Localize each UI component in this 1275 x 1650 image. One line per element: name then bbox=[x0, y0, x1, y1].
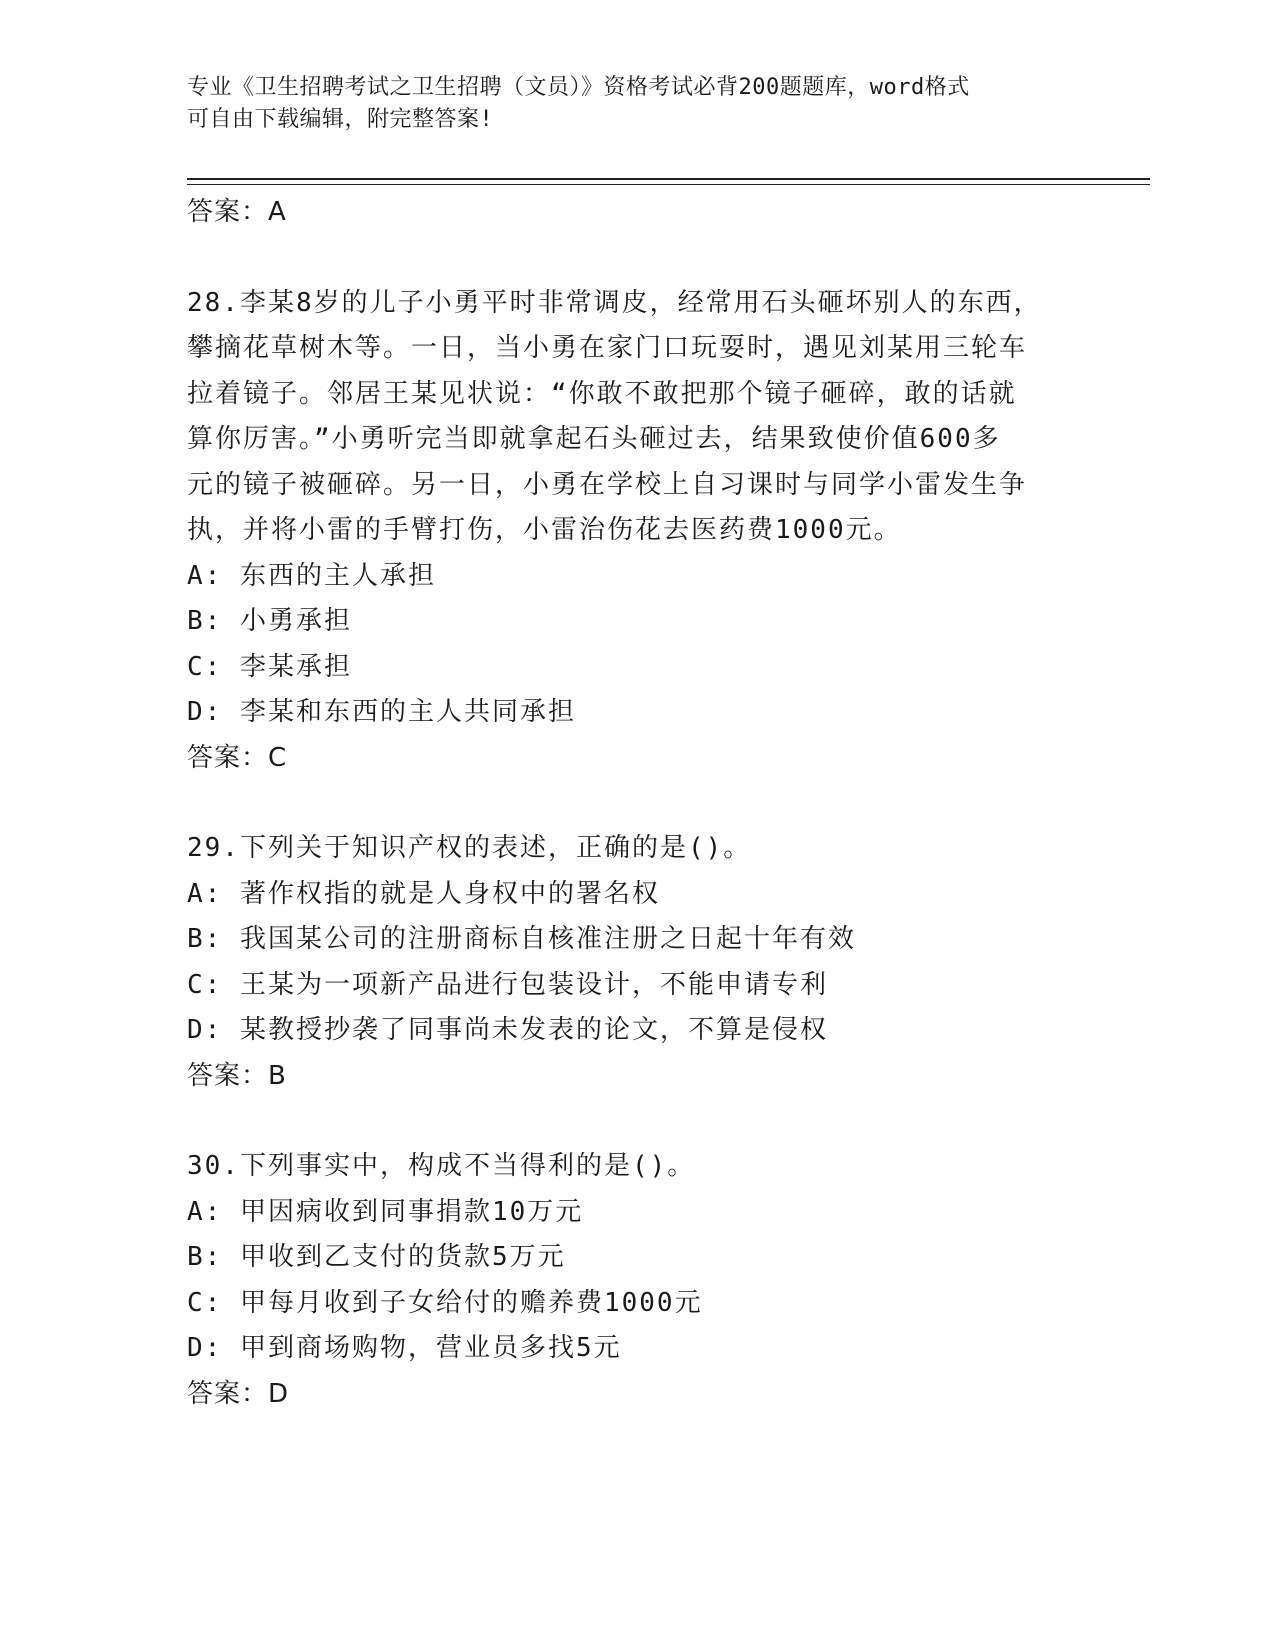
option-b: B: 小勇承担 bbox=[187, 606, 352, 636]
option-b: B: 甲收到乙支付的货款5万元 bbox=[187, 1242, 566, 1272]
answer: 答案：B bbox=[187, 1060, 287, 1091]
question-text-line: 攀摘花草树木等。一日，当小勇在家门口玩耍时，遇见刘某用三轮车 bbox=[187, 333, 1028, 363]
option-c: C: 李某承担 bbox=[187, 651, 352, 682]
option-c: C: 王某为一项新产品进行包装设计，不能申请专利 bbox=[187, 969, 828, 1000]
question-29 bbox=[187, 826, 1067, 1099]
spacer bbox=[187, 1099, 1067, 1144]
question-text-line: 拉着镜子。邻居王某见状说：“你敢不敢把那个镜子砸碎，敢的话就 bbox=[187, 378, 1017, 409]
header-line-2: 可自由下载编辑，附完整答案! bbox=[187, 107, 494, 132]
option-d: D: 甲到商场购物，营业员多找5元 bbox=[187, 1333, 622, 1363]
option-c: C: 甲每月收到子女给付的赡养费1000元 bbox=[187, 1287, 703, 1318]
header-divider-thick bbox=[187, 178, 1150, 180]
previous-answer: 答案：A bbox=[187, 197, 287, 227]
question-text-line: 28.李某8岁的儿子小勇平时非常调皮，经常用石头砸坏别人的东西， bbox=[187, 287, 1042, 318]
spacer bbox=[187, 236, 1067, 281]
option-b: B: 我国某公司的注册商标自核准注册之日起十年有效 bbox=[187, 924, 856, 954]
option-d: D: 某教授抄袭了同事尚未发表的论文，不算是侵权 bbox=[187, 1015, 828, 1045]
option-a: A: 著作权指的就是人身权中的署名权 bbox=[187, 878, 660, 909]
option-a: A: 东西的主人承担 bbox=[187, 560, 436, 591]
question-30 bbox=[187, 1144, 1067, 1417]
header-line-1: 专业《卫生招聘考试之卫生招聘（文员）》资格考试必背200题题库，word格式 bbox=[187, 75, 970, 100]
question-text-line: 30.下列事实中，构成不当得利的是()。 bbox=[187, 1151, 696, 1181]
question-text-line: 算你厉害。”小勇听完当即就拿起石头砸过去，结果致使价值600多 bbox=[187, 424, 1001, 454]
question-text-line: 元的镜子被砸碎。另一日，小勇在学校上自习课时与同学小雷发生争 bbox=[187, 469, 1028, 500]
question-28 bbox=[187, 281, 1067, 782]
header-divider-thin bbox=[187, 184, 1150, 185]
document-header bbox=[187, 72, 1067, 136]
spacer bbox=[187, 781, 1067, 826]
option-d: D: 李某和东西的主人共同承担 bbox=[187, 697, 576, 727]
answer: 答案：C bbox=[187, 742, 288, 773]
question-text-line: 执，并将小雷的手臂打伤，小雷治伤花去医药费1000元。 bbox=[187, 515, 902, 545]
question-text-line: 29.下列关于知识产权的表述，正确的是()。 bbox=[187, 833, 752, 863]
option-a: A: 甲因病收到同事捐款10万元 bbox=[187, 1196, 584, 1227]
answer: 答案：D bbox=[187, 1378, 290, 1409]
document-body bbox=[187, 190, 1067, 1417]
